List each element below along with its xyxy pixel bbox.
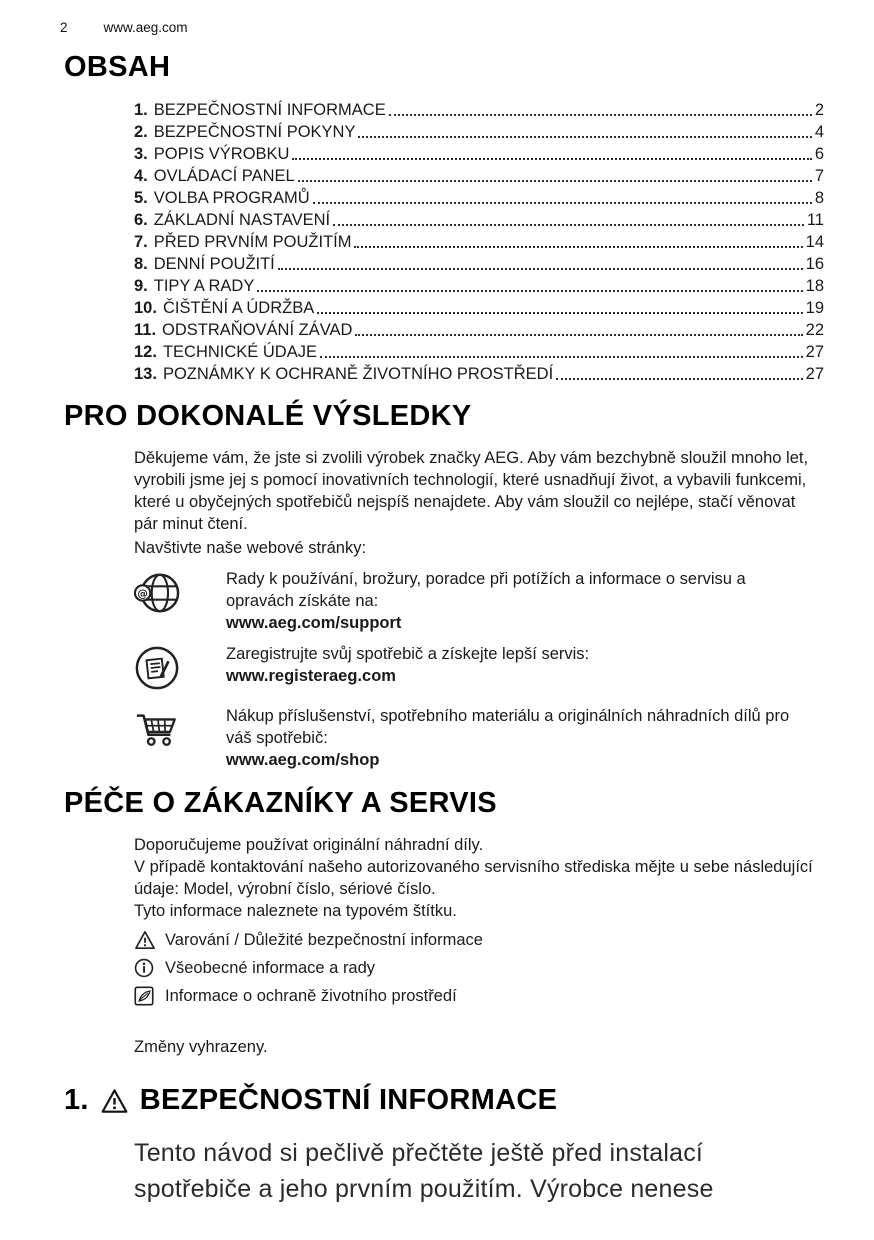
toc-entry-label: VOLBA PROGRAMŮ bbox=[153, 189, 310, 207]
shop-link-row bbox=[134, 705, 818, 771]
toc-entry-label: ZÁKLADNÍ NASTAVENÍ bbox=[153, 211, 331, 229]
safety-section-heading bbox=[64, 1084, 818, 1117]
toc-entry-label: PŘED PRVNÍM POUŽITÍM bbox=[153, 233, 352, 251]
toc-entry-number: 2. bbox=[134, 123, 148, 141]
toc-leader-dots bbox=[389, 114, 812, 116]
toc-entry-page: 16 bbox=[805, 255, 824, 273]
toc-entry[interactable] bbox=[134, 164, 824, 186]
toc-entry-label: DENNÍ POUŽITÍ bbox=[153, 255, 275, 273]
legend-warning-label: Varování / Důležité bezpečnostní informace bbox=[165, 930, 483, 949]
care-line: V případě kontaktování našeho autorizovaného servisního střediska mějte u sebe následující údaje: Model, výrobní číslo, sériové číslo. bbox=[134, 858, 813, 898]
toc-leader-dots bbox=[317, 312, 802, 314]
toc-leader-dots bbox=[292, 158, 811, 160]
toc-entry[interactable] bbox=[134, 98, 824, 120]
toc-entry-page: 11 bbox=[806, 211, 824, 229]
register-link-description: Zaregistrujte svůj spotřebič a získejte lepší servis: bbox=[226, 645, 590, 663]
toc-entry-page: 4 bbox=[814, 123, 824, 141]
legend-eco-label: Informace o ochraně životního prostředí bbox=[165, 986, 457, 1005]
toc-entry-page: 19 bbox=[805, 299, 824, 317]
toc-entry-label: OVLÁDACÍ PANEL bbox=[153, 167, 295, 185]
globe-support-icon bbox=[134, 568, 226, 634]
toc-entry-page: 27 bbox=[805, 365, 824, 383]
toc-leader-dots bbox=[320, 356, 803, 358]
toc-entry[interactable] bbox=[134, 120, 824, 142]
support-link-description: Rady k používání, brožury, poradce při potížích a informace o servisu a opravách získáte na: bbox=[226, 570, 746, 610]
toc-entry[interactable] bbox=[134, 186, 824, 208]
toc-entry[interactable] bbox=[134, 362, 824, 384]
toc-entry-number: 7. bbox=[134, 233, 148, 251]
toc-entry-number: 12. bbox=[134, 343, 157, 361]
support-link-url[interactable]: www.aeg.com/support bbox=[226, 614, 402, 632]
visit-websites-line: Navštivte naše webové stránky: bbox=[134, 539, 367, 557]
legend-info-label: Všeobecné informace a rady bbox=[165, 958, 376, 977]
care-line: Tyto informace naleznete na typovém štítku. bbox=[134, 902, 457, 920]
toc-entry-number: 11. bbox=[134, 321, 157, 339]
toc-entry-number: 13. bbox=[134, 365, 157, 383]
legend-warning-row bbox=[134, 930, 818, 950]
page-number: 2 bbox=[60, 20, 68, 35]
toc-entry[interactable] bbox=[134, 296, 824, 318]
cart-icon bbox=[134, 705, 226, 771]
toc-entry-label: ČIŠTĚNÍ A ÚDRŽBA bbox=[162, 299, 315, 317]
site-url: www.aeg.com bbox=[103, 20, 188, 35]
toc-entry-label: BEZPEČNOSTNÍ INFORMACE bbox=[153, 101, 386, 119]
safety-intro-paragraph: Tento návod si pečlivě přečtěte ještě před instalací spotřebiče a jeho prvním použitím. Výrobce nenese bbox=[134, 1139, 714, 1203]
toc-leader-dots bbox=[556, 378, 802, 380]
register-icon bbox=[134, 643, 226, 691]
care-line: Doporučujeme používat originální náhradní díly. bbox=[134, 836, 484, 854]
toc-entry[interactable] bbox=[134, 142, 824, 164]
toc-leader-dots bbox=[354, 246, 802, 248]
toc-entry-page: 6 bbox=[814, 145, 824, 163]
toc-entry-label: TECHNICKÉ ÚDAJE bbox=[162, 343, 317, 361]
warning-triangle-icon bbox=[100, 1088, 129, 1114]
toc-entry[interactable] bbox=[134, 340, 824, 362]
register-link-row bbox=[134, 643, 818, 691]
register-link-url[interactable]: www.registeraeg.com bbox=[226, 667, 396, 685]
eco-icon bbox=[134, 986, 156, 1006]
page-header bbox=[60, 20, 818, 35]
toc-title: OBSAH bbox=[64, 51, 171, 83]
support-link-row bbox=[134, 568, 818, 634]
safety-section-number: 1. bbox=[64, 1084, 89, 1116]
toc-leader-dots bbox=[257, 290, 802, 292]
toc-entry-page: 7 bbox=[814, 167, 824, 185]
toc-entry-number: 8. bbox=[134, 255, 148, 273]
toc-entry-label: POPIS VÝROBKU bbox=[153, 145, 290, 163]
toc-entry-page: 14 bbox=[805, 233, 824, 251]
svg-text:@: @ bbox=[137, 587, 148, 600]
toc-entry-label: BEZPEČNOSTNÍ POKYNY bbox=[153, 123, 356, 141]
table-of-contents bbox=[134, 98, 824, 384]
toc-entry-page: 27 bbox=[805, 343, 824, 361]
shop-link-url[interactable]: www.aeg.com/shop bbox=[226, 751, 380, 769]
results-section-title: PRO DOKONALÉ VÝSLEDKY bbox=[64, 400, 472, 432]
toc-entry[interactable] bbox=[134, 274, 824, 296]
legend-info-row bbox=[134, 958, 818, 978]
changes-reserved-notice: Změny vyhrazeny. bbox=[134, 1038, 268, 1056]
toc-entry-label: POZNÁMKY K OCHRANĚ ŽIVOTNÍHO PROSTŘEDÍ bbox=[162, 365, 554, 383]
toc-entry-number: 9. bbox=[134, 277, 148, 295]
results-intro-paragraph: Děkujeme vám, že jste si zvolili výrobek značky AEG. Aby vám bezchybně sloužil mnoho let, vyrobili jsme jej s pomocí inovativních technologií, které usnadňují život, a vybavili funkcemi, které u obyčejných spotřebičů nejspíš nenajdete. Aby vám sloužil co nejlépe, stačí věnovat pár minut čtení. bbox=[134, 449, 809, 533]
toc-entry-page: 22 bbox=[805, 321, 824, 339]
toc-entry-label: ODSTRAŇOVÁNÍ ZÁVAD bbox=[162, 321, 353, 339]
toc-leader-dots bbox=[358, 136, 811, 138]
toc-entry[interactable] bbox=[134, 318, 824, 340]
shop-link-description: Nákup příslušenství, spotřebního materiálu a originálních náhradních dílů pro váš spotřebič: bbox=[226, 707, 790, 747]
info-icon bbox=[134, 958, 156, 978]
care-section-title: PÉČE O ZÁKAZNÍKY A SERVIS bbox=[64, 787, 497, 819]
toc-entry-page: 8 bbox=[814, 189, 824, 207]
toc-leader-dots bbox=[355, 334, 802, 336]
toc-entry-number: 6. bbox=[134, 211, 148, 229]
toc-entry[interactable] bbox=[134, 230, 824, 252]
safety-section-title: BEZPEČNOSTNÍ INFORMACE bbox=[139, 1084, 558, 1116]
toc-entry-number: 3. bbox=[134, 145, 148, 163]
toc-entry-number: 1. bbox=[134, 101, 148, 119]
toc-entry[interactable] bbox=[134, 252, 824, 274]
toc-leader-dots bbox=[313, 202, 812, 204]
toc-entry-page: 18 bbox=[805, 277, 824, 295]
legend-eco-row bbox=[134, 986, 818, 1006]
toc-entry[interactable] bbox=[134, 208, 824, 230]
toc-entry-label: TIPY A RADY bbox=[153, 277, 255, 295]
toc-entry-page: 2 bbox=[814, 101, 824, 119]
toc-leader-dots bbox=[278, 268, 803, 270]
toc-entry-number: 5. bbox=[134, 189, 148, 207]
warning-triangle-icon bbox=[134, 930, 156, 950]
toc-entry-number: 4. bbox=[134, 167, 148, 185]
toc-leader-dots bbox=[298, 180, 812, 182]
toc-leader-dots bbox=[333, 224, 804, 226]
toc-entry-number: 10. bbox=[134, 299, 157, 317]
